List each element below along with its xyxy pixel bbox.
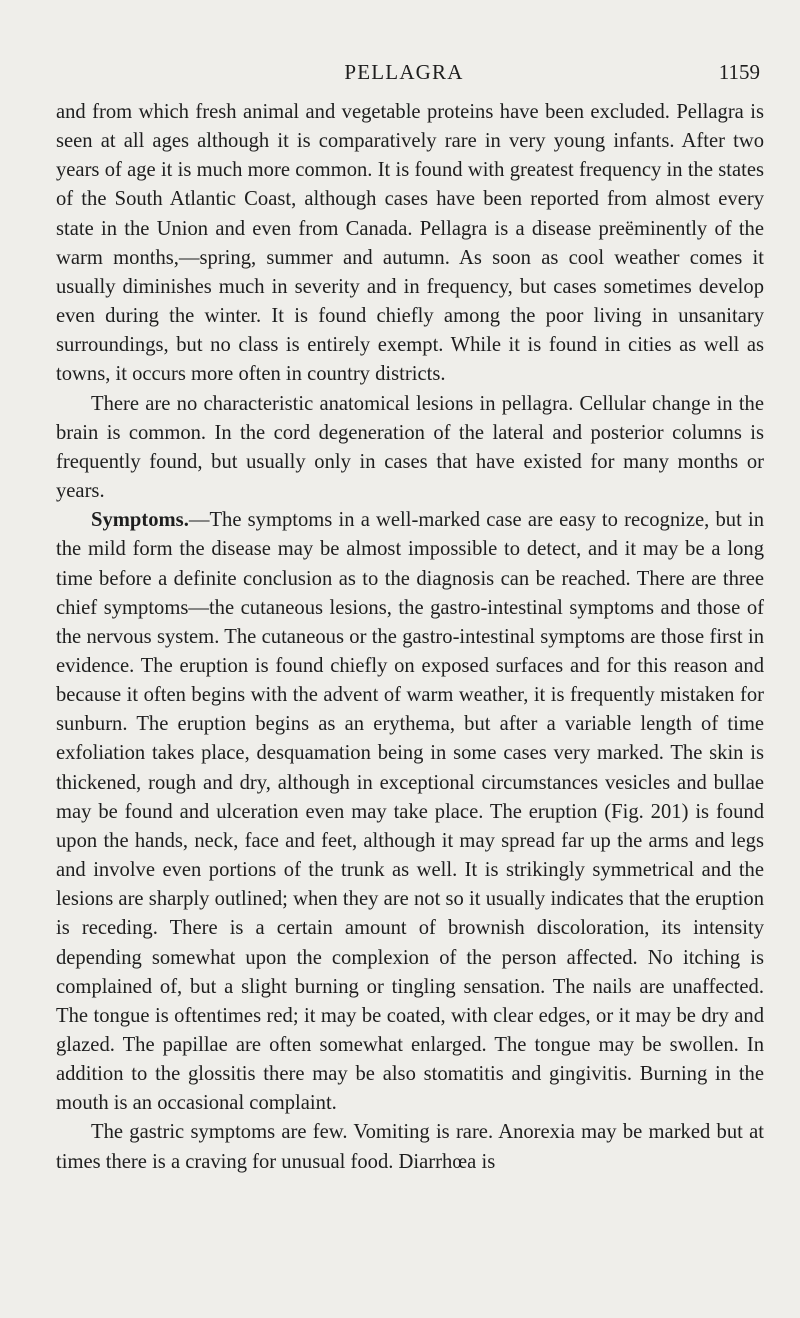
paragraph-symptoms: [56, 506, 764, 1118]
running-title: PELLAGRA: [344, 60, 464, 84]
paragraph-anatomical-lesions: There are no characteristic anatomical lesions in pellagra. Cellular change in the brain is common. In the cord degeneration of the lateral and posterior columns is frequently found, but usually only in cases that have existed for many months or years.: [56, 392, 764, 503]
symptoms-text: —The symptoms in a well-marked case are easy to recognize, but in the mild form the disease may be almost impossible to detect, and it may be a long time before a definite conclusion as to the diagnosis can be reached. There are three chief symptoms—the cutaneous lesions, the gastro-intestinal symptoms and those of the nervous system. The cutaneous or the gastro-intestinal symptoms are those first in evidence. The eruption is found chiefly on exposed surfaces and for this reason and because it often begins with the advent of warm weather, it is frequently mistaken for sunburn. The eruption begins as an erythema, but after a variable length of time exfoliation takes place, desquamation being in some cases very marked. The skin is thickened, rough and dry, although in exceptional circumstances vesicles and bullae may be found and ulceration even may take place. The eruption (Fig. 201) is found upon the hands, neck, face and feet, although it may spread far up the arms and legs and involve even portions of the trunk as well. It is strikingly symmetrical and the lesions are sharply outlined; when they are not so it usually indicates that the eruption is receding. There is a certain amount of brownish discoloration, its intensity depending somewhat upon the complexion of the person affected. No itching is complained of, but a slight burning or tingling sensation. The nails are unaffected. The tongue is oftentimes red; it may be coated, with clear edges, or it may be dry and glazed. The papillae are often somewhat enlarged. The tongue may be swollen. In addition to the glossitis there may be also stomatitis and gingivitis. Burning in the mouth is an occasional complaint.: [56, 509, 764, 1115]
symptoms-heading: Symptoms.: [91, 509, 189, 532]
paragraph-gastric-symptoms: The gastric symptoms are few. Vomiting is rare. Anorexia may be marked but at times there is a craving for unusual food. Diarrhœa is: [56, 1121, 764, 1173]
text-body: [56, 98, 764, 1177]
page-number: 1159: [718, 60, 760, 84]
paragraph-continued: and from which fresh animal and vegetable proteins have been excluded. Pellagra is seen at all ages although it is comparatively rare in very young infants. After two years of age it is much more common. It is found with greatest frequency in the states of the South Atlantic Coast, although cases have been reported from almost every state in the Union and even from Canada. Pellagra is a disease preëminently of the warm months,—spring, summer and autumn. As soon as cool weather comes it usually diminishes much in severity and in frequency, but cases sometimes develop even during the winter. It is found chiefly among the poor living in unsanitary surroundings, but no class is entirely exempt. While it is found in cities as well as towns, it occurs more often in country districts.: [56, 101, 764, 386]
running-head: [48, 60, 760, 86]
